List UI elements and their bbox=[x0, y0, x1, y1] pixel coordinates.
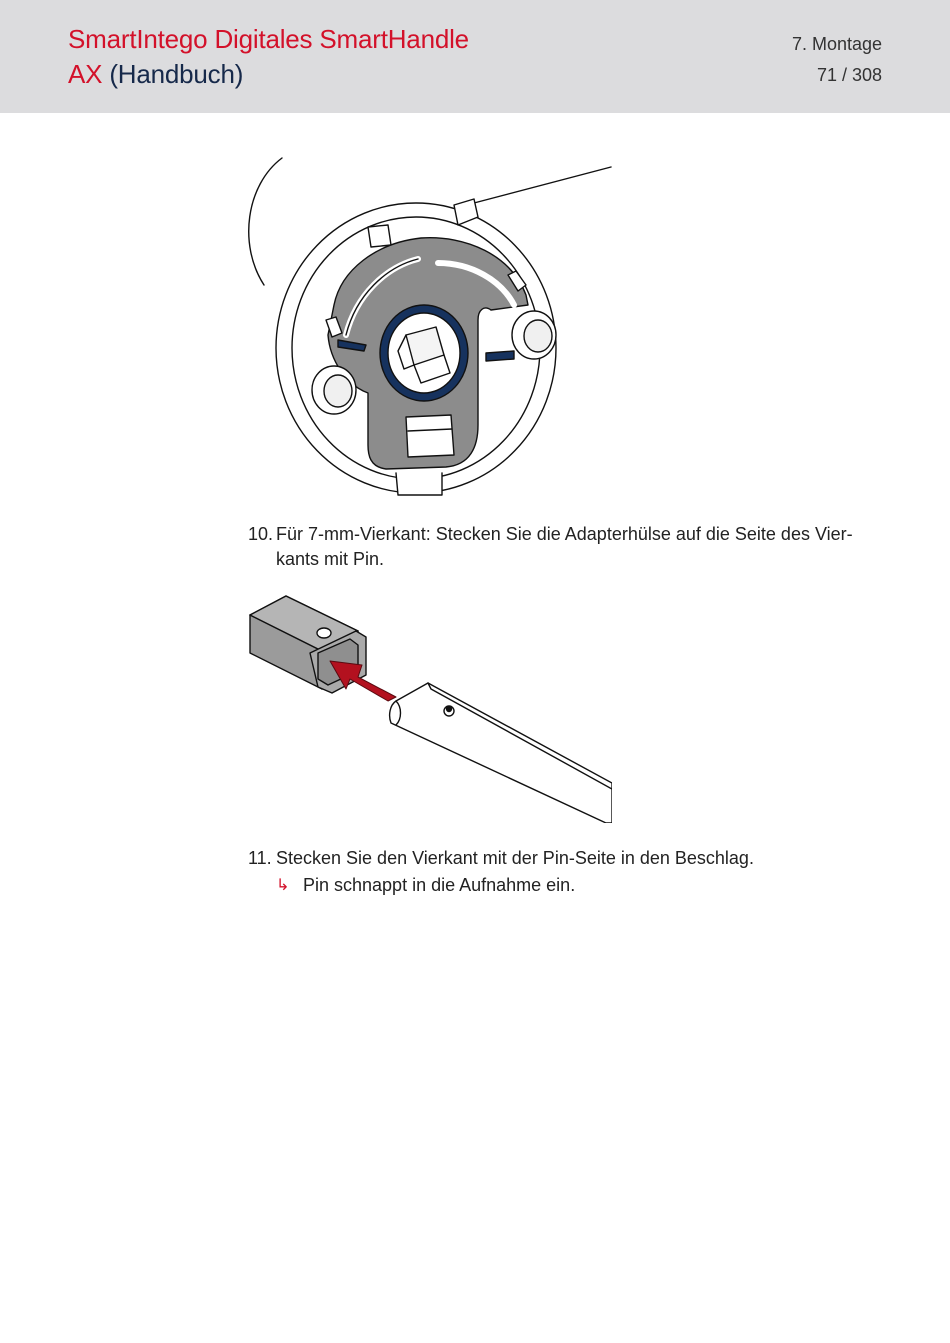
spindle-pin bbox=[444, 706, 454, 716]
step-10 bbox=[248, 522, 888, 572]
fitting-interior-illustration bbox=[246, 155, 612, 500]
title-line-1: SmartIntego Digitales SmartHandle bbox=[68, 24, 469, 54]
step-text: Stecken Sie den Vierkant mit der Pin-Seite in den Beschlag. bbox=[276, 848, 754, 868]
step-number: 10. bbox=[248, 524, 274, 544]
page-number: 71 / 308 bbox=[816, 65, 882, 85]
title-model: AX bbox=[68, 59, 103, 89]
step-number: 11. bbox=[248, 848, 272, 868]
adapter-sleeve-illustration bbox=[246, 593, 612, 823]
chapter-label: 7. Montage bbox=[791, 34, 882, 54]
document-title bbox=[68, 22, 469, 92]
step-11-result bbox=[276, 873, 876, 898]
page-meta bbox=[792, 29, 882, 91]
screw-boss-left bbox=[312, 366, 356, 414]
step-11 bbox=[248, 846, 888, 871]
handle-outline bbox=[249, 158, 282, 285]
step-text: Für 7-mm-Vierkant: Stecken Sie die Adapterhülse auf die Seite des Vier- kants mit Pin. bbox=[276, 524, 853, 569]
result-arrow-icon: ↳ bbox=[276, 877, 290, 894]
page-header bbox=[0, 0, 950, 113]
result-text: Pin schnappt in die Aufnahme ein. bbox=[303, 875, 576, 895]
title-handbook: (Handbuch) bbox=[109, 59, 244, 89]
title-line-2 bbox=[68, 57, 469, 92]
screw-boss-right bbox=[512, 311, 556, 359]
handle-outline-top bbox=[474, 167, 611, 203]
square-spindle bbox=[390, 683, 612, 823]
